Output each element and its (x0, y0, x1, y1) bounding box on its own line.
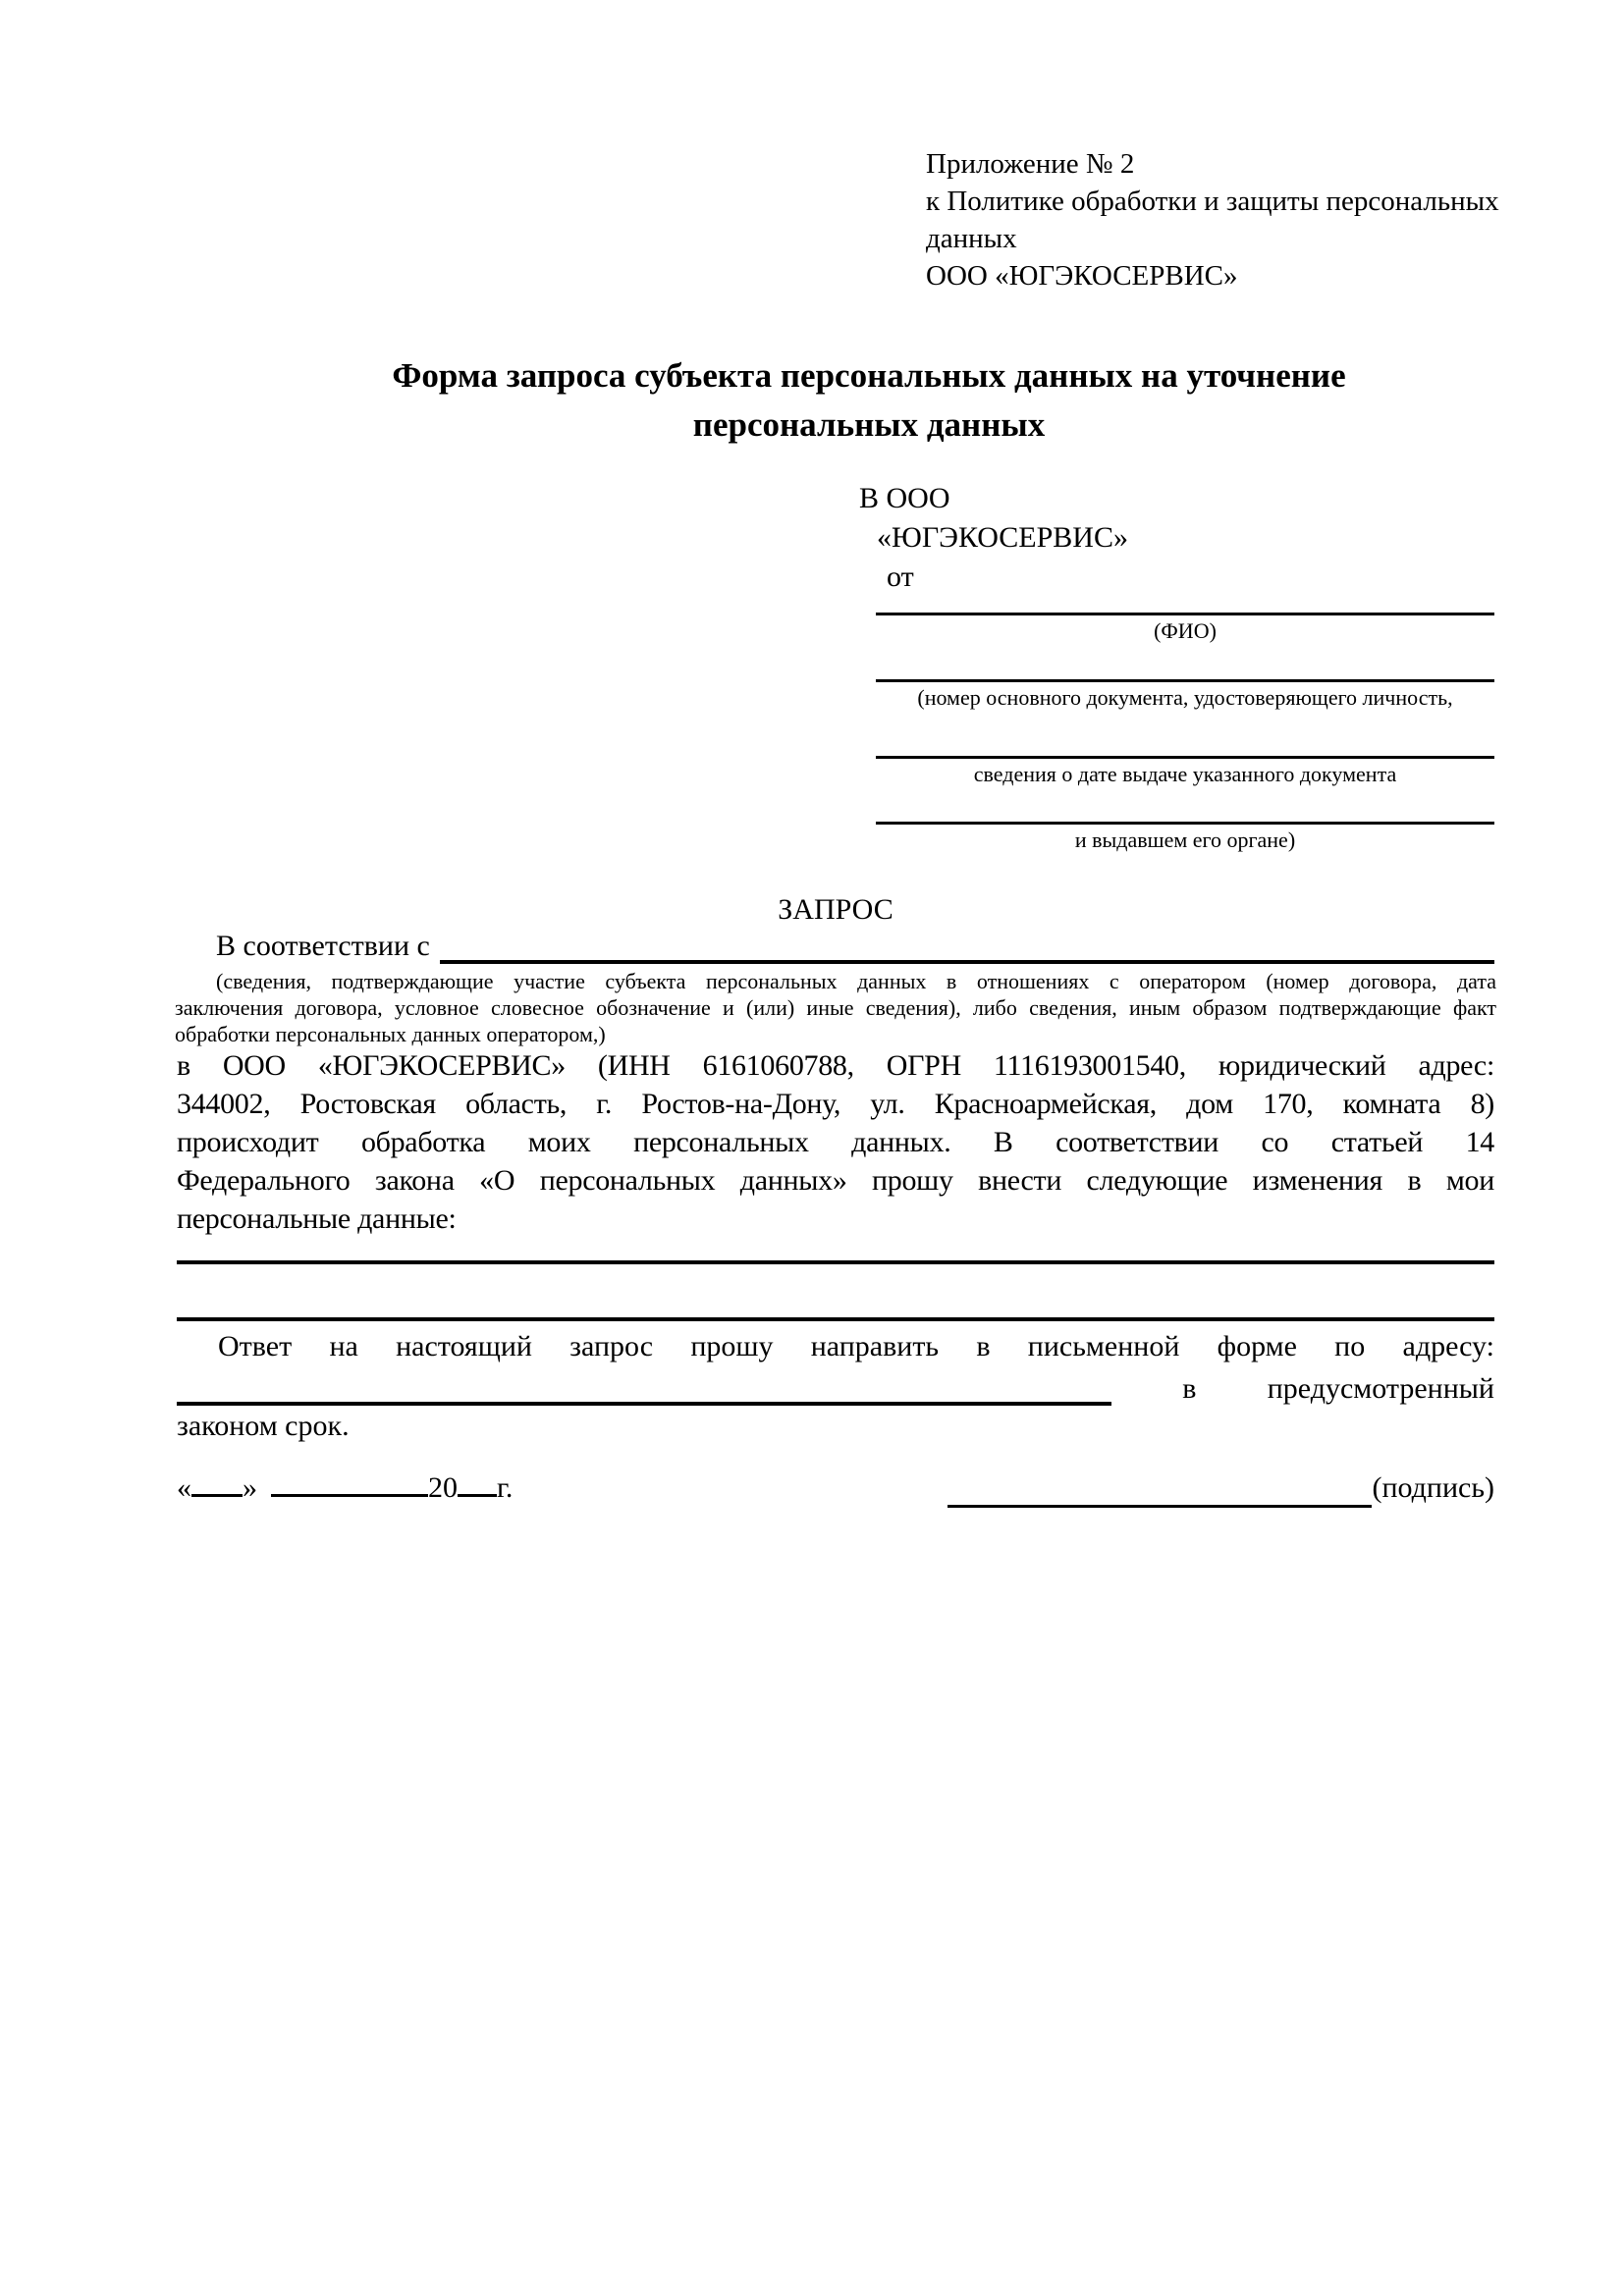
appendix-header (926, 145, 1499, 294)
signature-blank[interactable] (947, 1471, 1372, 1508)
intro-blank[interactable] (440, 931, 1494, 964)
fio-blank[interactable] (876, 597, 1494, 615)
doc-issuer-blank[interactable] (876, 790, 1494, 825)
fio-caption: (ФИО) (1154, 618, 1217, 643)
intro-note-line-3: обработки персональных данных оператором,) (175, 1022, 606, 1046)
doc-number-caption: (номер основного документа, удостоверяющего личность, (917, 685, 1453, 710)
reply-address-row (177, 1366, 1494, 1406)
intro-note-line-1: (сведения, подтверждающие участие субъекта персональных данных в отношениях с оператором (номер договора, дата (216, 969, 1496, 993)
changes-blank-line-2[interactable] (177, 1317, 1494, 1321)
doc-number-field (876, 647, 1494, 714)
signature-date (177, 1465, 513, 1508)
reply-word-1: в (1182, 1372, 1197, 1405)
addressee-block (859, 479, 1495, 856)
request-heading: ЗАПРОС (778, 893, 893, 926)
reply-word-2: предусмотренный (1267, 1372, 1494, 1405)
fio-field (876, 597, 1494, 647)
month-blank[interactable] (271, 1465, 428, 1497)
request-body-line-4: Федерального закона «О персональных данных» прошу внести следующие изменения в мои (177, 1164, 1494, 1197)
date-quote-open: « (177, 1471, 191, 1504)
addressee-org-prefix: В ООО (859, 482, 950, 514)
date-quote-close: » (243, 1471, 257, 1504)
request-body (177, 1046, 1494, 1238)
doc-issuer-field (876, 790, 1494, 856)
request-body-line-1: в ООО «ЮГЭКОСЕРВИС» (ИНН 6161060788, ОГРН 1116193001540, юридический адрес: (177, 1049, 1494, 1082)
addressee-org-name: «ЮГЭКОСЕРВИС» (877, 521, 1128, 554)
intro-row (177, 929, 1494, 964)
form-title-line-2: персональных данных (692, 405, 1046, 444)
doc-issue-date-blank[interactable] (876, 714, 1494, 759)
appendix-header-line-2: к Политике обработки и защиты персональных (926, 186, 1499, 217)
year-suffix: г. (497, 1471, 514, 1504)
year-blank[interactable] (458, 1465, 497, 1497)
reply-closing: законом срок. (177, 1410, 350, 1442)
intro-label: В соответствии с (216, 930, 430, 962)
request-body-line-2: 344002, Ростовская область, г. Ростов-на-Дону, ул. Красноармейская, дом 170, комната 8) (177, 1088, 1494, 1120)
appendix-header-line-1: Приложение № 2 (926, 148, 1135, 180)
signature-area (947, 1468, 1494, 1508)
day-blank[interactable] (191, 1465, 243, 1497)
form-title-line-1: Форма запроса субъекта персональных данных на уточнение (392, 356, 1346, 395)
form-title (270, 351, 1468, 450)
request-body-line-5: персональные данные: (177, 1202, 457, 1235)
doc-number-blank[interactable] (876, 647, 1494, 682)
reply-address-blank[interactable] (177, 1366, 1111, 1406)
doc-issuer-caption: и выдавшем его органе) (1074, 828, 1296, 852)
reply-sentence: Ответ на настоящий запрос прошу направить в письменной форме по адресу: (218, 1330, 1494, 1362)
doc-issue-date-caption: сведения о дате выдаче указанного документа (973, 762, 1397, 786)
doc-issue-date-field (876, 714, 1494, 790)
appendix-header-line-3: данных (926, 223, 1017, 254)
signature-row (177, 1465, 1494, 1508)
year-prefix: 20 (428, 1471, 458, 1504)
signature-caption: (подпись) (1372, 1471, 1494, 1504)
intro-note-line-2: заключения договора, условное словесное обозначение и (или) иные сведения), либо сведения, иным образом подтверждающие факт (175, 995, 1496, 1020)
request-body-line-3: происходит обработка моих персональных данных. В соответствии со статьей 14 (177, 1126, 1494, 1158)
changes-blank-line-1[interactable] (177, 1260, 1494, 1264)
intro-note (175, 968, 1496, 1047)
addressee-from-label: от (887, 561, 914, 593)
appendix-header-line-4: ООО «ЮГЭКОСЕРВИС» (926, 260, 1238, 292)
